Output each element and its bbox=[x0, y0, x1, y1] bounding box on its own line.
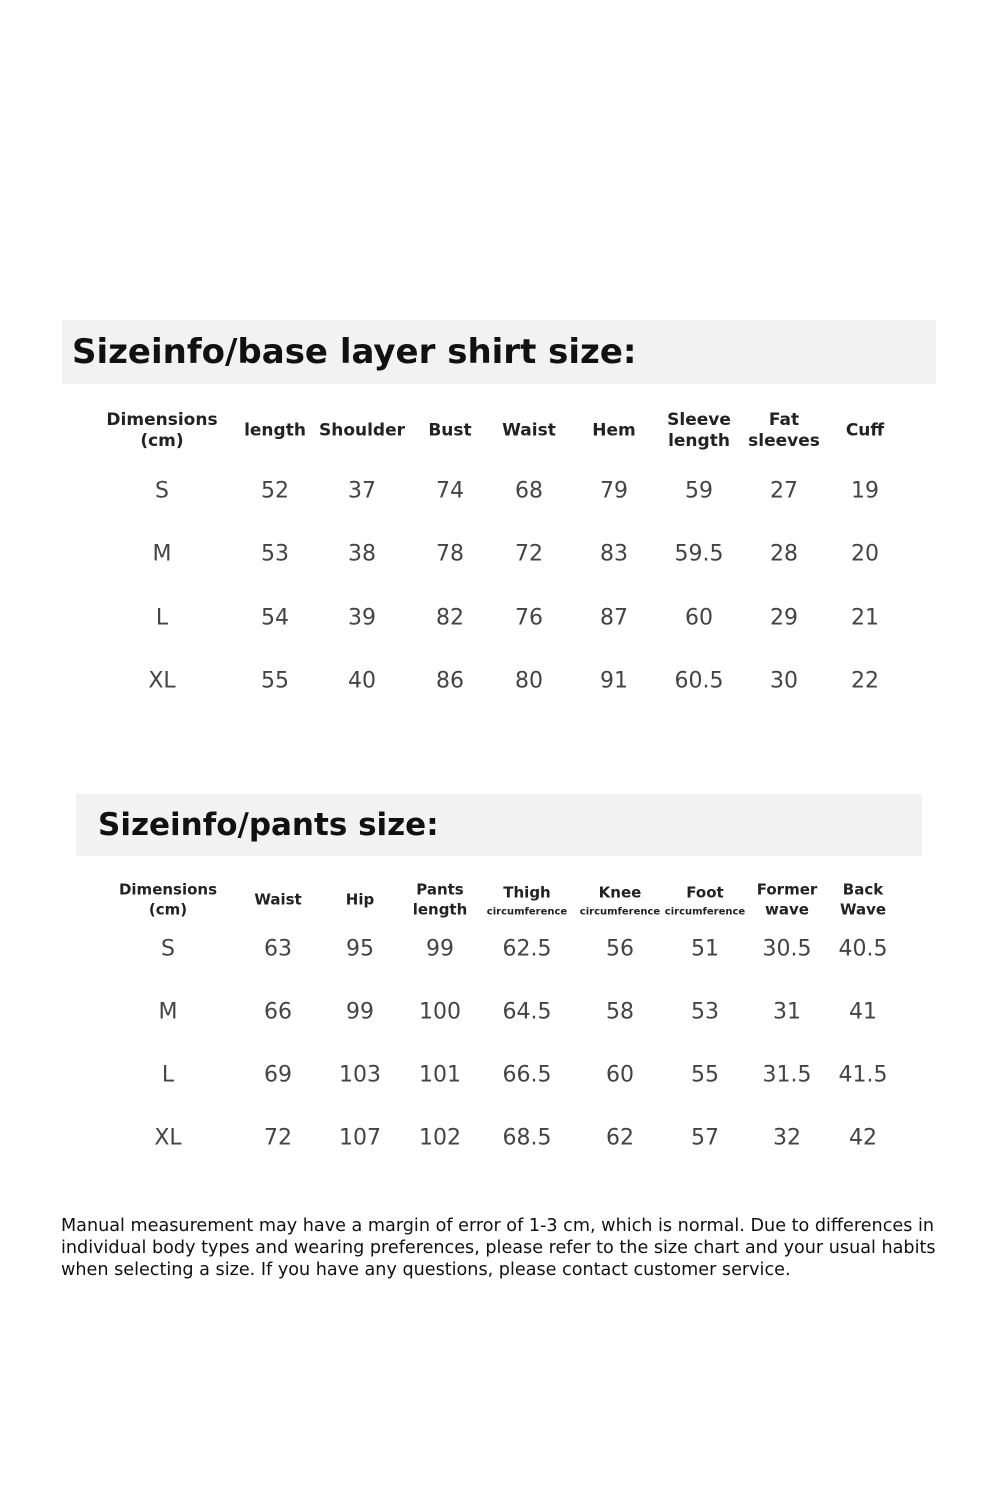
shirt-header-line: length bbox=[668, 431, 730, 451]
shirt-cell: 37 bbox=[348, 478, 376, 504]
shirt-header-line: Sleeve bbox=[667, 409, 731, 430]
shirt-cell: 21 bbox=[851, 605, 879, 631]
shirt-header-line: Fat bbox=[768, 409, 800, 430]
pants-header-hip bbox=[346, 890, 374, 910]
shirt-cell: 72 bbox=[515, 541, 543, 567]
shirt-cell: 74 bbox=[436, 478, 464, 504]
shirt-header-sleeve-length bbox=[667, 410, 731, 453]
shirt-header-cuff bbox=[846, 420, 884, 441]
shirt-header-shoulder bbox=[319, 420, 405, 441]
pants-header-thigh bbox=[487, 883, 567, 917]
pants-cell: 103 bbox=[339, 1062, 381, 1088]
pants-header-former-wave bbox=[757, 881, 818, 920]
shirt-header-line: length bbox=[244, 420, 306, 441]
shirt-cell: 59.5 bbox=[674, 541, 724, 567]
shirt-cell: 76 bbox=[515, 605, 543, 631]
pants-cell: 95 bbox=[346, 936, 374, 962]
shirt-cell: 27 bbox=[770, 478, 798, 504]
shirt-header-line: (cm) bbox=[140, 431, 184, 451]
shirt-header-line: Waist bbox=[502, 420, 556, 441]
pants-header-line: (cm) bbox=[148, 900, 188, 918]
pants-cell: 30.5 bbox=[762, 936, 812, 962]
shirt-cell: 87 bbox=[600, 605, 628, 631]
pants-header-line: Pants bbox=[416, 880, 464, 899]
shirt-cell: 30 bbox=[770, 668, 798, 694]
shirt-cell: 59 bbox=[685, 478, 713, 504]
pants-header-back-wave bbox=[840, 881, 886, 920]
pants-cell: 64.5 bbox=[502, 999, 552, 1025]
pants-header-line: Wave bbox=[839, 900, 887, 918]
shirt-size-label: XL bbox=[148, 668, 176, 694]
pants-cell: 57 bbox=[691, 1125, 719, 1151]
pants-size-label: L bbox=[161, 1062, 175, 1088]
shirt-size-label: L bbox=[155, 605, 169, 631]
shirt-cell: 22 bbox=[851, 668, 879, 694]
pants-cell: 72 bbox=[264, 1125, 292, 1151]
shirt-header-fat-sleeves bbox=[748, 410, 820, 453]
shirt-cell: 38 bbox=[348, 541, 376, 567]
shirt-header-line: Cuff bbox=[845, 420, 885, 441]
pants-cell: 69 bbox=[264, 1062, 292, 1088]
pants-cell: 62 bbox=[606, 1125, 634, 1151]
pants-header-line: Back bbox=[842, 880, 884, 899]
shirt-header-dimensions-cm bbox=[106, 410, 217, 453]
shirt-cell: 52 bbox=[261, 478, 289, 504]
shirt-cell: 82 bbox=[436, 605, 464, 631]
pants-header-line: Hip bbox=[345, 890, 375, 909]
shirt-size-label: S bbox=[155, 478, 169, 504]
shirt-cell: 20 bbox=[851, 541, 879, 567]
shirt-cell: 53 bbox=[261, 541, 289, 567]
pants-header-line: Thigh bbox=[503, 883, 551, 902]
pants-header-waist bbox=[254, 890, 301, 910]
pants-header-sub: circumference bbox=[579, 905, 661, 917]
shirt-header-bust bbox=[428, 420, 471, 441]
pants-cell: 40.5 bbox=[838, 936, 888, 962]
pants-header-dimensions-cm bbox=[119, 881, 217, 920]
pants-cell: 63 bbox=[264, 936, 292, 962]
pants-header-sub: circumference bbox=[486, 905, 568, 917]
pants-cell: 56 bbox=[606, 936, 634, 962]
pants-cell: 66 bbox=[264, 999, 292, 1025]
pants-header-line: Waist bbox=[254, 890, 302, 909]
shirt-cell: 68 bbox=[515, 478, 543, 504]
pants-cell: 31 bbox=[773, 999, 801, 1025]
pants-cell: 102 bbox=[419, 1125, 461, 1151]
pants-cell: 41.5 bbox=[838, 1062, 888, 1088]
pants-cell: 100 bbox=[419, 999, 461, 1025]
shirt-header-line: Shoulder bbox=[318, 420, 406, 441]
shirt-size-title-text: Sizeinfo/base layer shirt size: bbox=[72, 332, 637, 372]
pants-header-pants-length bbox=[413, 881, 468, 920]
pants-header-knee bbox=[580, 883, 660, 917]
pants-cell: 62.5 bbox=[502, 936, 552, 962]
shirt-cell: 83 bbox=[600, 541, 628, 567]
shirt-cell: 29 bbox=[770, 605, 798, 631]
pants-cell: 68.5 bbox=[502, 1125, 552, 1151]
pants-cell: 58 bbox=[606, 999, 634, 1025]
pants-cell: 66.5 bbox=[502, 1062, 552, 1088]
shirt-header-waist bbox=[502, 420, 556, 441]
shirt-cell: 60 bbox=[685, 605, 713, 631]
shirt-header-hem bbox=[592, 420, 635, 441]
pants-size-label: M bbox=[158, 999, 178, 1025]
shirt-cell: 39 bbox=[348, 605, 376, 631]
shirt-cell: 60.5 bbox=[674, 668, 724, 694]
shirt-cell: 28 bbox=[770, 541, 798, 567]
pants-cell: 32 bbox=[773, 1125, 801, 1151]
shirt-header-line: Bust bbox=[428, 420, 472, 441]
pants-size-title-text: Sizeinfo/pants size: bbox=[98, 807, 439, 843]
pants-cell: 41 bbox=[849, 999, 877, 1025]
shirt-header-line: sleeves bbox=[748, 431, 820, 451]
pants-cell: 53 bbox=[691, 999, 719, 1025]
shirt-cell: 79 bbox=[600, 478, 628, 504]
pants-header-line: length bbox=[412, 900, 468, 918]
shirt-cell: 91 bbox=[600, 668, 628, 694]
shirt-cell: 40 bbox=[348, 668, 376, 694]
shirt-header-line: Dimensions bbox=[106, 409, 218, 430]
pants-cell: 107 bbox=[339, 1125, 381, 1151]
pants-cell: 51 bbox=[691, 936, 719, 962]
shirt-size-title bbox=[62, 320, 936, 384]
pants-size-label: XL bbox=[154, 1125, 182, 1151]
shirt-cell: 80 bbox=[515, 668, 543, 694]
pants-cell: 99 bbox=[426, 936, 454, 962]
pants-header-line: wave bbox=[765, 900, 809, 918]
pants-size-title bbox=[76, 794, 922, 856]
shirt-size-label: M bbox=[152, 541, 172, 567]
shirt-cell: 78 bbox=[436, 541, 464, 567]
pants-header-line: Foot bbox=[686, 883, 724, 902]
pants-header-line: Former bbox=[756, 880, 818, 899]
measurement-note: Manual measurement may have a margin of error of 1-3 cm, which is normal. Due to differences in individual body types and wearing preferences, please refer to the size chart and your usual habits when selecting a size. If you have any questions, please contact customer service. bbox=[61, 1216, 936, 1280]
pants-cell: 31.5 bbox=[762, 1062, 812, 1088]
shirt-cell: 54 bbox=[261, 605, 289, 631]
shirt-header-line: Hem bbox=[592, 420, 636, 441]
pants-header-sub: circumference bbox=[664, 905, 746, 917]
pants-header-line: Knee bbox=[598, 883, 642, 902]
shirt-cell: 19 bbox=[851, 478, 879, 504]
shirt-cell: 55 bbox=[261, 668, 289, 694]
pants-cell: 42 bbox=[849, 1125, 877, 1151]
pants-cell: 55 bbox=[691, 1062, 719, 1088]
pants-cell: 99 bbox=[346, 999, 374, 1025]
pants-cell: 60 bbox=[606, 1062, 634, 1088]
shirt-header-length bbox=[244, 420, 306, 441]
pants-header-line: Dimensions bbox=[118, 880, 218, 899]
shirt-cell: 86 bbox=[436, 668, 464, 694]
pants-size-label: S bbox=[161, 936, 175, 962]
pants-header-foot bbox=[665, 883, 745, 917]
pants-cell: 101 bbox=[419, 1062, 461, 1088]
